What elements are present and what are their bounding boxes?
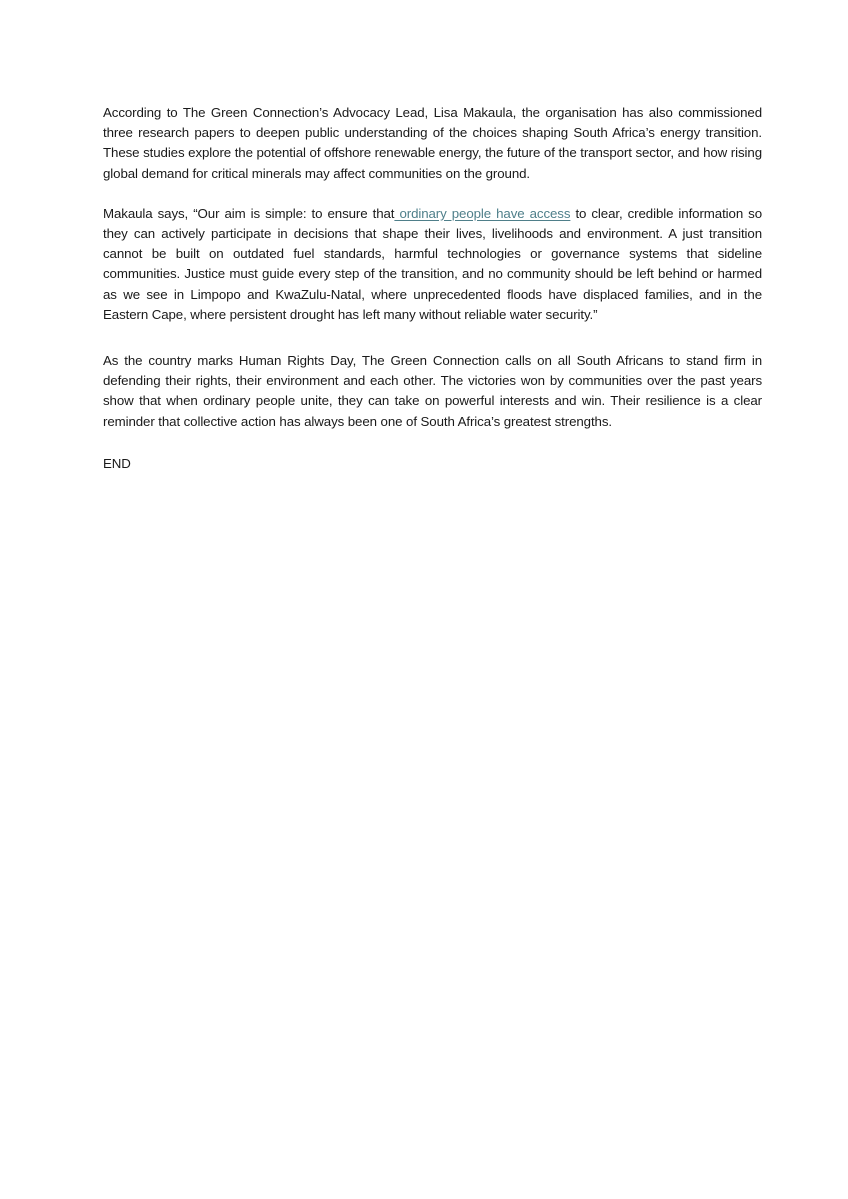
paragraph-human-rights-day: As the country marks Human Rights Day, The Green Connection calls on all South Africans to stand firm in defending their rights, their environment and each other. The victories won by communities over the past years show that when ordinary people unite, they can take on powerful interests and win. Their resilience is a clear reminder that collective action has always been one of South Africa’s greatest strengths. bbox=[103, 353, 762, 429]
document-body bbox=[103, 103, 762, 474]
ordinary-people-have-access-link[interactable]: ordinary people have access bbox=[394, 205, 571, 221]
paragraph-research-papers: According to The Green Connection’s Advocacy Lead, Lisa Makaula, the organisation has also commissioned three research papers to deepen public understanding of the choices shaping South Africa’s energy transition. These studies explore the potential of offshore renewable energy, the future of the transport sector, and how rising global demand for critical minerals may affect communities on the ground. bbox=[103, 105, 762, 181]
end-marker: END bbox=[103, 455, 131, 471]
quote-text-end: to clear, credible information so they can actively participate in decisions that shape their lives, livelihoods and environment. A just transition cannot be built on outdated fuel standards, harmful technologies or governance systems that sideline communities. Justice must guide every step of the transition, and no community should be left behind or harmed as we see in Limpopo and KwaZulu-Natal, where unprecedented floods have displaced families, and in the Eastern Cape, where persistent drought has left many without reliable water security.” bbox=[103, 205, 763, 322]
paragraph-makaula-quote bbox=[103, 204, 762, 325]
quote-text-start: Makaula says, “Our aim is simple: to ensure that bbox=[103, 205, 395, 221]
